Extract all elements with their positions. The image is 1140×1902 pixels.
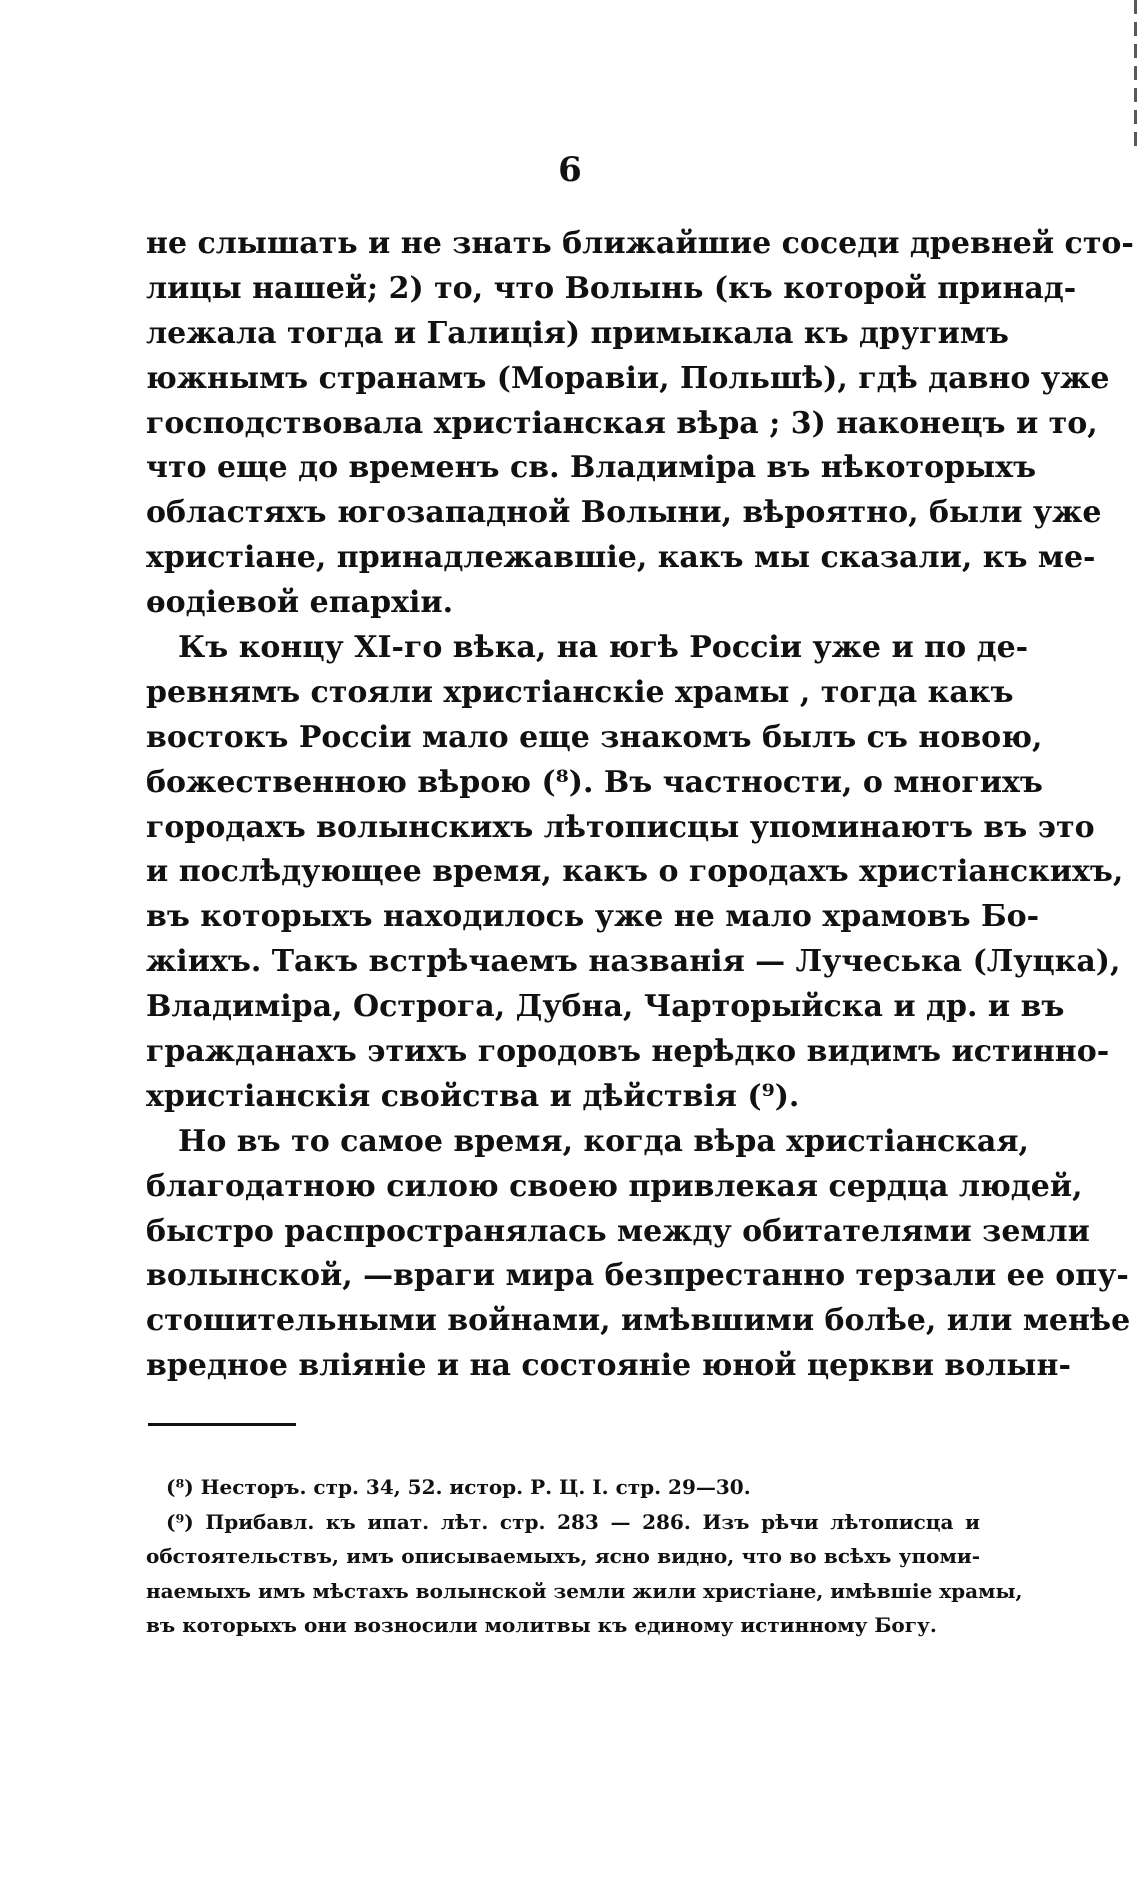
footnote-line: (⁹) Прибавл. къ ипат. лѣт. стр. 283 — 286. Изъ рѣчи лѣтописца и: [166, 1509, 980, 1534]
body-line: не слышать и не знать ближайшие соседи древней сто-: [146, 226, 1134, 261]
body-line: востокъ Россіи мало еще знакомъ былъ съ новою,: [146, 719, 1043, 755]
paragraph-start-line: Но въ то самое время, когда вѣра христіанская,: [178, 1123, 1029, 1159]
body-line: южнымъ странамъ (Моравіи, Польшѣ), гдѣ давно уже: [146, 360, 1110, 396]
body-line: что еще до временъ св. Владиміра въ нѣкоторыхъ: [146, 450, 1037, 486]
page-edge-mark: [1134, 0, 1137, 150]
body-line: городахъ волынскихъ лѣтописцы упоминаютъ въ это: [146, 809, 1095, 845]
body-line: благодатною силою своею привлекая сердца людей,: [146, 1168, 1083, 1204]
body-line: волынской, —враги мира безпрестанно терзали ее опу-: [146, 1258, 1129, 1294]
body-line: Владиміра, Острога, Дубна, Чарторыйска и др. и въ: [146, 989, 1065, 1025]
body-line: ревнямъ стояли христіанскіе храмы , тогда какъ: [146, 674, 1014, 710]
body-line: христіане, принадлежавшіе, какъ мы сказали, къ ме-: [146, 540, 1096, 576]
footnotes: [146, 1470, 1023, 1643]
body-text: [146, 222, 1134, 1389]
body-line: быстро распространялась между обитателями земли: [146, 1213, 1090, 1249]
body-line: вредное вліяніе и на состояніе юной церкви волын-: [146, 1348, 1071, 1384]
body-line: господствовала христіанская вѣра ; 3) наконецъ и то,: [146, 405, 1098, 441]
page-number: 6: [558, 150, 582, 190]
footnote-line: обстоятельствъ, имъ описываемыхъ, ясно видно, что во всѣхъ упоми-: [146, 1544, 980, 1568]
body-line: гражданахъ этихъ городовъ нерѣдко видимъ истинно-: [146, 1034, 1110, 1070]
footnote-divider: [148, 1423, 296, 1426]
footnote-line: (⁸) Несторъ. стр. 34, 52. истор. Р. Ц. I. стр. 29—30.: [166, 1475, 751, 1499]
body-line: божественною вѣрою (⁸). Въ частности, о многихъ: [146, 764, 1043, 800]
body-line: въ которыхъ находилось уже не мало храмовъ Бо-: [146, 899, 1040, 935]
body-line: стошительными войнами, имѣвшими болѣе, или менѣе: [146, 1303, 1131, 1339]
body-line: областяхъ югозападной Волыни, вѣроятно, были уже: [146, 495, 1102, 531]
paragraph-start-line: Къ концу XI-го вѣка, на югѣ Россіи уже и по де-: [178, 630, 1029, 666]
body-line: жіихъ. Такъ встрѣчаемъ названія — Лучеська (Луцка),: [146, 944, 1121, 980]
footnote-line: наемыхъ имъ мѣстахъ волынской земли жили христіане, имѣвшіе храмы,: [146, 1578, 1023, 1603]
body-line: лицы нашей; 2) то, что Волынь (къ которой принад-: [146, 270, 1077, 306]
body-line: ѳодіевой епархіи.: [146, 585, 454, 621]
footnote-line: въ которыхъ они возносили молитвы къ единому истинному Богу.: [146, 1613, 937, 1637]
body-line: лежала тогда и Галиція) примыкала къ другимъ: [146, 315, 1009, 351]
body-line: христіанскія свойства и дѣйствія (⁹).: [146, 1078, 800, 1114]
body-line: и послѣдующее время, какъ о городахъ христіанскихъ,: [146, 854, 1124, 890]
